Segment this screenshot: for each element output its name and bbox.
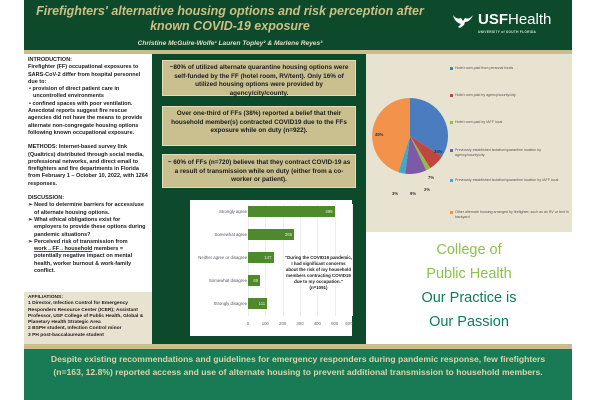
usf-health-logo xyxy=(436,10,566,40)
x-tick: 0 xyxy=(246,321,250,326)
bar xyxy=(248,275,260,286)
legend-swatch xyxy=(450,67,453,70)
pie-chart-panel xyxy=(366,54,572,232)
bar-label: Strongly agree xyxy=(219,209,247,214)
bar-value: 147 xyxy=(264,255,272,260)
discussion-item: ➢ What ethical obligations exist for employers to provide these options during pandemic situations? xyxy=(28,216,146,238)
affiliation-item: 1 Director, Infection Control for Emergency Responders Resource Center (ICER); Assistant Professor, USF College of Public Health, Global & Planetary Health Strategic Area xyxy=(28,301,144,326)
pie-label: 3% xyxy=(392,191,399,196)
x-tick: 600 xyxy=(345,321,353,326)
discussion-list xyxy=(28,202,148,275)
conclusion-banner: Despite existing recommendations and guidelines for emergency responders during pandemic response, few firefighters (n=163, 12.8%) reported access and use of alternate housing to prevent additional transmission to household members. xyxy=(24,349,572,400)
x-tick: 200 xyxy=(279,321,287,326)
poster-authors: Christine McGuire-Wolfe¹ Lauren Topley² & Marlene Reyes³ xyxy=(137,40,323,47)
bar-label: Somewhat disagree xyxy=(209,278,247,283)
bar xyxy=(248,206,335,217)
x-tick: 400 xyxy=(313,321,321,326)
logo-brand: USFHealth xyxy=(478,11,552,28)
intro-bullet: • provision of direct patient care in uncontrolled environments xyxy=(29,86,120,100)
finding-box: ~ 60% of FFs (n=720) believe that they contract COVID-19 as a result of transmission while on duty (either from a co-worker or patient). xyxy=(162,154,356,188)
poster-header xyxy=(24,0,572,50)
college-slogan xyxy=(366,232,572,344)
legend-item: Hotel room paid from personal funds xyxy=(450,66,570,71)
bar-row xyxy=(190,206,352,218)
bar-row xyxy=(190,298,352,310)
slogan-line: Our Practice is xyxy=(421,290,517,306)
affiliations-box xyxy=(24,292,152,346)
pie-label: 2% xyxy=(424,187,431,192)
legend-item: Hotel room paid by agency/county/city xyxy=(450,93,570,98)
bar-value: 111 xyxy=(258,301,266,306)
finding-box: Over one-third of FFs (38%) reported a belief that their household member(s) contracted COVID19 due to the FFs exposure while on duty (n=922). xyxy=(162,106,356,146)
legend-swatch xyxy=(450,94,453,97)
bar-chart xyxy=(190,200,352,336)
legend-item: Previously established isolation/quarantine location by agency/county/city xyxy=(450,148,570,157)
bar-label: Strongly disagree xyxy=(213,301,247,306)
pie-label: 9% xyxy=(410,191,417,196)
chart-annotation: "During the COVID19 pandemic, I had significant concerns about the risk of my household members contracting COVID19 due to my occupation." (n=1091) xyxy=(285,255,352,290)
legend-swatch xyxy=(450,121,453,124)
methods-text: METHODS: Internet-based survey link (Qualtrics) distributed through social media, professional networks, and direct email to firefighters and fire departments in Florida from February 1 – October 10, 2022, with 1264 responses. xyxy=(28,144,148,187)
findings-panel xyxy=(152,54,366,347)
gridline xyxy=(352,204,353,316)
x-tick: 500 xyxy=(331,321,339,326)
poster xyxy=(24,0,572,400)
intro-text-2: Anecdotal reports suggest fire rescue agencies did not have the means to provide alternate non-congregate housing options following known occupational exposure. xyxy=(28,108,143,136)
bull-horns-icon xyxy=(452,13,474,29)
bar xyxy=(248,229,294,240)
affiliation-item: 3 PH post-baccalaureate student xyxy=(28,332,104,338)
bar xyxy=(248,298,267,309)
bar-row xyxy=(190,229,352,241)
affiliations-heading: AFFILIATIONS: xyxy=(28,295,63,300)
x-tick: 100 xyxy=(261,321,269,326)
intro-bullet: • confined spaces with poor ventilation. xyxy=(29,100,133,107)
slogan-line: Our Passion xyxy=(429,314,509,330)
pie-label: 45% xyxy=(375,132,384,137)
legend-swatch xyxy=(450,179,453,182)
slogan-line: Public Health xyxy=(426,266,512,282)
intro-heading: INTRODUCTION: xyxy=(28,57,72,63)
poster-title: Firefighters' alternative housing options and risk perception after known COVID-19 exposure xyxy=(36,4,424,33)
discussion-item: ➢ Perceived risk of transmission from work→FF→household members = potentially negative impact on mental health, worker burnout & work-family conflict. xyxy=(28,238,133,275)
bar-value: 499 xyxy=(325,209,333,214)
bar-value: 265 xyxy=(284,232,292,237)
legend-item: Hotel room paid by IAFF local xyxy=(450,120,570,125)
bar-label: Somewhat agree xyxy=(214,232,247,237)
slogan-line: College of xyxy=(436,242,502,258)
affiliation-item: 2 BSPH student, Infection Control minor xyxy=(28,326,122,332)
discussion-heading: DISCUSSION: xyxy=(28,195,65,202)
bar-label: Neither agree or disagree xyxy=(198,255,247,260)
legend-item: Previously established isolation/quarantine location by IAFF local xyxy=(450,178,570,183)
intro-bullets xyxy=(28,86,148,108)
intro-text: Firefighter (FF) occupational exposures to SARS-CoV-2 differ from hospital personnel due to: xyxy=(28,64,141,85)
x-tick: 300 xyxy=(296,321,304,326)
legend-swatch xyxy=(450,211,453,214)
discussion-item: ➢ Need to determine barriers for access/use of alternate housing options. xyxy=(28,202,144,216)
legend-swatch xyxy=(450,149,453,152)
logo-subtitle: UNIVERSITY of SOUTH FLORIDA xyxy=(478,30,537,34)
left-column xyxy=(24,54,152,292)
bar xyxy=(248,252,274,263)
finding-box: ~80% of utilized alternate quarantine housing options were self-funded by the FF (hotel room, RV/tent). Only 16% of utilized housing options were provided by agency/city/county. xyxy=(162,60,356,96)
pie-label: 7% xyxy=(428,175,435,180)
bar-value: 69 xyxy=(253,278,258,283)
pie-label: 34% xyxy=(434,149,443,154)
legend-item: Other alternate housing arranged by firefighter, such as an RV or tent in backyard xyxy=(450,210,570,219)
